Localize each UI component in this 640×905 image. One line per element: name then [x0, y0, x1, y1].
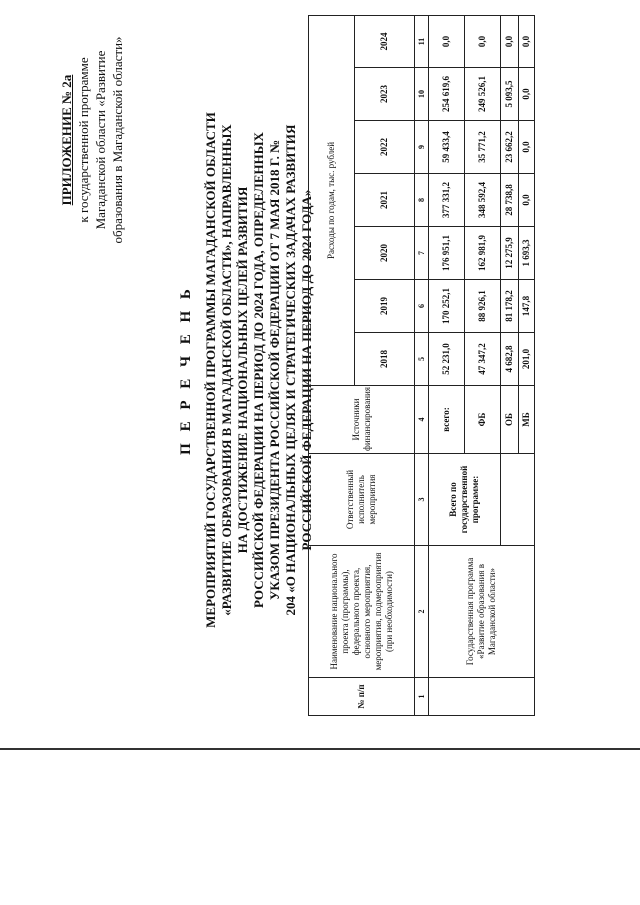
header-year: 2020 — [355, 227, 415, 280]
value-cell: 0,0 — [519, 121, 535, 174]
column-number: 3 — [415, 454, 429, 546]
heading-line: 204 «О НАЦИОНАЛЬНЫХ ЦЕЛЯХ И СТРАТЕГИЧЕСКИХ ЗАДАЧАХ РАЗВИТИЯ — [283, 124, 298, 616]
header-year: 2024 — [355, 15, 415, 67]
header-year: 2018 — [355, 333, 415, 386]
value-cell: 88 926,1 — [465, 280, 501, 333]
value-cell: 254 619,6 — [429, 68, 465, 121]
executor-cell-empty — [501, 454, 535, 546]
appendix-line: Магаданской области «Развитие — [93, 50, 108, 230]
value-cell: 170 252,1 — [429, 280, 465, 333]
value-cell: 0,0 — [465, 15, 501, 67]
appendix-line: образования в Магаданской области» — [110, 36, 125, 244]
header-name: Наименование национального проекта (программы), федерального проекта, основного мероприятия, мероприятия, подмероприятия (при необходимости) — [309, 546, 415, 678]
header-year: 2023 — [355, 68, 415, 121]
value-cell: 0,0 — [429, 15, 465, 67]
value-cell: 1 693,3 — [519, 227, 535, 280]
value-cell: 0,0 — [519, 68, 535, 121]
value-cell: 176 951,1 — [429, 227, 465, 280]
header-executor: Ответственный исполнитель мероприятия — [309, 454, 415, 546]
source-cell: ФБ — [465, 386, 501, 454]
source-cell: ОБ — [501, 386, 519, 454]
appendix-block — [58, 10, 126, 270]
heading-line: НА ДОСТИЖЕНИЕ НАЦИОНАЛЬНЫХ ЦЕЛЕЙ РАЗВИТИЯ — [235, 186, 250, 554]
value-cell: 35 771,2 — [465, 121, 501, 174]
value-cell: 12 275,9 — [501, 227, 519, 280]
value-cell: 47 347,2 — [465, 333, 501, 386]
appendix-title: ПРИЛОЖЕНИЕ № 2а — [59, 74, 74, 206]
heading-perechen: П Е Р Е Ч Е Н Ь — [178, 285, 194, 455]
value-cell: 0,0 — [519, 15, 535, 67]
heading-line: МЕРОПРИЯТИЙ ГОСУДАРСТВЕННОЙ ПРОГРАММЫ МАГАДАНСКОЙ ОБЛАСТИ — [203, 112, 218, 628]
value-cell: 5 093,5 — [501, 68, 519, 121]
value-cell: 0,0 — [501, 15, 519, 67]
header-year: 2022 — [355, 121, 415, 174]
program-name: Государственная программа «Развитие образования в Магаданской области» — [429, 546, 535, 678]
column-number: 6 — [415, 280, 429, 333]
column-number: 7 — [415, 227, 429, 280]
heading-line: УКАЗОМ ПРЕЗИДЕНТА РОССИЙСКОЙ ФЕДЕРАЦИИ ОТ 7 МАЯ 2018 Г. № — [267, 139, 282, 601]
column-number: 11 — [415, 15, 429, 67]
value-cell: 348 592,4 — [465, 174, 501, 227]
value-cell: 23 662,2 — [501, 121, 519, 174]
value-cell: 201,0 — [519, 333, 535, 386]
heading-line: «РАЗВИТИЕ ОБРАЗОВАНИЯ В МАГАДАНСКОЙ ОБЛАСТИ», НАПРАВЛЕННЫХ — [219, 124, 234, 616]
header-expenses: Расходы по годам, тыс. рублей — [309, 15, 355, 385]
executor-cell: Всего по государственной программе: — [429, 454, 501, 546]
scan-edge-line — [0, 748, 640, 750]
value-cell: 59 433,4 — [429, 121, 465, 174]
value-cell: 4 682,8 — [501, 333, 519, 386]
value-cell: 52 231,0 — [429, 333, 465, 386]
row-num-cell — [429, 678, 535, 716]
heading-line: РОССИЙСКОЙ ФЕДЕРАЦИИ НА ПЕРИОД ДО 2024 ГОДА» — [299, 189, 314, 551]
column-number: 1 — [415, 678, 429, 716]
header-year: 2019 — [355, 280, 415, 333]
column-number: 10 — [415, 68, 429, 121]
header-source: Источники финансирования — [309, 386, 415, 454]
column-number: 4 — [415, 386, 429, 454]
document-heading — [178, 60, 315, 680]
column-number: 9 — [415, 121, 429, 174]
source-cell: МБ — [519, 386, 535, 454]
value-cell: 162 981,9 — [465, 227, 501, 280]
value-cell: 249 526,1 — [465, 68, 501, 121]
value-cell: 81 178,2 — [501, 280, 519, 333]
value-cell: 28 738,8 — [501, 174, 519, 227]
expenses-table — [308, 15, 535, 716]
column-number: 5 — [415, 333, 429, 386]
source-cell: всего: — [429, 386, 465, 454]
value-cell: 147,8 — [519, 280, 535, 333]
column-number: 8 — [415, 174, 429, 227]
appendix-line: к государственной программе — [76, 57, 91, 223]
value-cell: 0,0 — [519, 174, 535, 227]
value-cell: 377 331,2 — [429, 174, 465, 227]
header-year: 2021 — [355, 174, 415, 227]
header-num: № п/п — [309, 678, 415, 716]
heading-line: РОССИЙСКОЙ ФЕДЕРАЦИИ НА ПЕРИОД ДО 2024 ГОДА, ОПРЕДЕЛЕННЫХ — [251, 132, 266, 608]
column-number: 2 — [415, 546, 429, 678]
